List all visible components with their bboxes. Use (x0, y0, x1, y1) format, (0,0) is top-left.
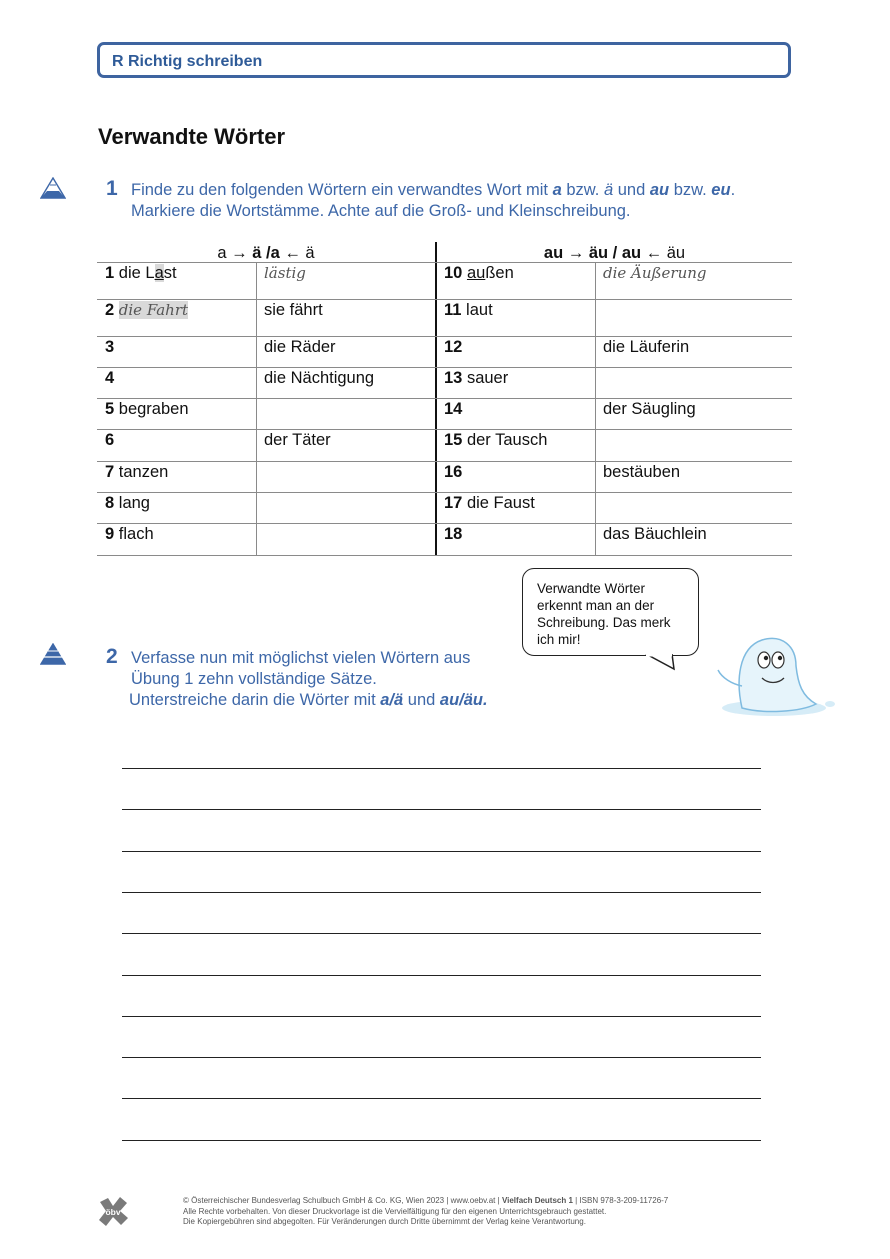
table-cell-answer: sie fährt (264, 301, 323, 319)
writing-line[interactable] (122, 1057, 761, 1058)
writing-line[interactable] (122, 1098, 761, 1099)
table-cell-word: 7 tanzen (105, 463, 169, 481)
word-table (97, 242, 792, 556)
exercise-2-number: 2 (106, 645, 118, 668)
table-cell-word: 9 flach (105, 525, 154, 543)
speech-bubble-text: Verwandte Wörter erkennt man an der Schreibung. Das merk ich mir! (537, 581, 671, 647)
exercise-2-line-1: Verfasse nun mit möglichst vielen Wörtern aus (131, 649, 471, 667)
grid-line (97, 492, 792, 493)
section-header (97, 42, 791, 78)
table-cell-word: 12 (444, 338, 463, 356)
writing-line[interactable] (122, 1016, 761, 1017)
table-cell-word: 5 begraben (105, 400, 189, 418)
writing-line[interactable] (122, 892, 761, 893)
table-cell-word: 2 die Fahrt (105, 301, 189, 319)
difficulty-triangle-icon (40, 177, 66, 199)
left-column-header: a → ä /a ← ä (217, 244, 315, 262)
column-divider (435, 242, 437, 556)
table-cell-word: 10 außen (444, 264, 514, 282)
exercise-2-line-2: Übung 1 zehn vollständige Sätze. (131, 670, 377, 688)
table-cell-word: 18 (444, 525, 463, 543)
section-header-label: R Richtig schreiben (112, 53, 263, 70)
grid-line (97, 429, 792, 430)
grid-line (97, 555, 792, 556)
right-column-header: au → äu / au ← äu (543, 244, 686, 262)
speech-bubble-tail (640, 654, 680, 674)
exercise-1-number: 1 (106, 177, 118, 200)
grid-line (97, 461, 792, 462)
table-cell-answer: die Läuferin (603, 338, 690, 356)
page-title: Verwandte Wörter (98, 124, 286, 149)
table-cell-answer: die Nächtigung (264, 369, 375, 387)
table-cell-answer: die Räder (264, 338, 336, 356)
table-cell-answer: lästig (264, 264, 306, 282)
table-cell-word: 6 (105, 431, 115, 449)
table-cell-word: 15 der Tausch (444, 431, 548, 449)
grid-line (97, 523, 792, 524)
table-cell-word: 16 (444, 463, 463, 481)
table-cell-word: 8 lang (105, 494, 150, 512)
grid-line (97, 367, 792, 368)
table-cell-answer: der Säugling (603, 400, 696, 418)
grid-line (256, 262, 257, 556)
table-cell-word: 11 laut (444, 301, 493, 319)
difficulty-triangle-icon (40, 643, 66, 665)
table-cell-word: 14 (444, 400, 463, 418)
table-cell-word: 3 (105, 338, 115, 356)
footer-copyright: © Österreichischer Bundesverlag Schulbuch GmbH & Co. KG, Wien 2023 | www.oebv.at | Vielfach Deutsch 1 | ISBN 978-3-209-11726-7 Alle Rechte vorbehalten. Von dieser Druckvorlage ist die Vervielfältigung für den eigenen Unterrichtsgebrauch gestattet. Die Kopiergebühren sind abgegolten. Für Veränderungen durch Dritte übernimmt der Verlag keine Verantwortung. (183, 1196, 669, 1226)
writing-line[interactable] (122, 768, 761, 769)
writing-line[interactable] (122, 1140, 761, 1141)
table-cell-answer: bestäuben (603, 463, 681, 481)
grid-line (97, 299, 792, 300)
grid-line (97, 262, 792, 263)
ghost-mascot-icon (712, 634, 838, 718)
exercise-1-instructions: Finde zu den folgenden Wörtern ein verwandtes Wort mit a bzw. ä und au bzw. eu. Markiere die Wortstämme. Achte auf die Groß- und Kleinschreibung. (131, 181, 736, 220)
writing-line[interactable] (122, 933, 761, 934)
table-cell-word: 17 die Faust (444, 494, 535, 512)
table-cell-answer: der Täter (264, 431, 331, 449)
grid-line (97, 398, 792, 399)
table-cell-word: 4 (105, 369, 115, 387)
table-cell-word: 1 die Last (105, 264, 177, 282)
table-cell-answer: das Bäuchlein (603, 525, 707, 543)
table-cell-answer: die Äußerung (603, 264, 707, 282)
grid-line (97, 336, 792, 337)
table-cell-word: 13 sauer (444, 369, 509, 387)
writing-line[interactable] (122, 851, 761, 852)
writing-line[interactable] (122, 809, 761, 810)
grid-line (595, 262, 596, 556)
exercise-2-line-3: Unterstreiche darin die Wörter mit a/ä und au/äu. (129, 691, 488, 709)
svg-text:öbv: öbv (105, 1207, 121, 1217)
oebv-logo (96, 1194, 130, 1228)
writing-line[interactable] (122, 975, 761, 976)
